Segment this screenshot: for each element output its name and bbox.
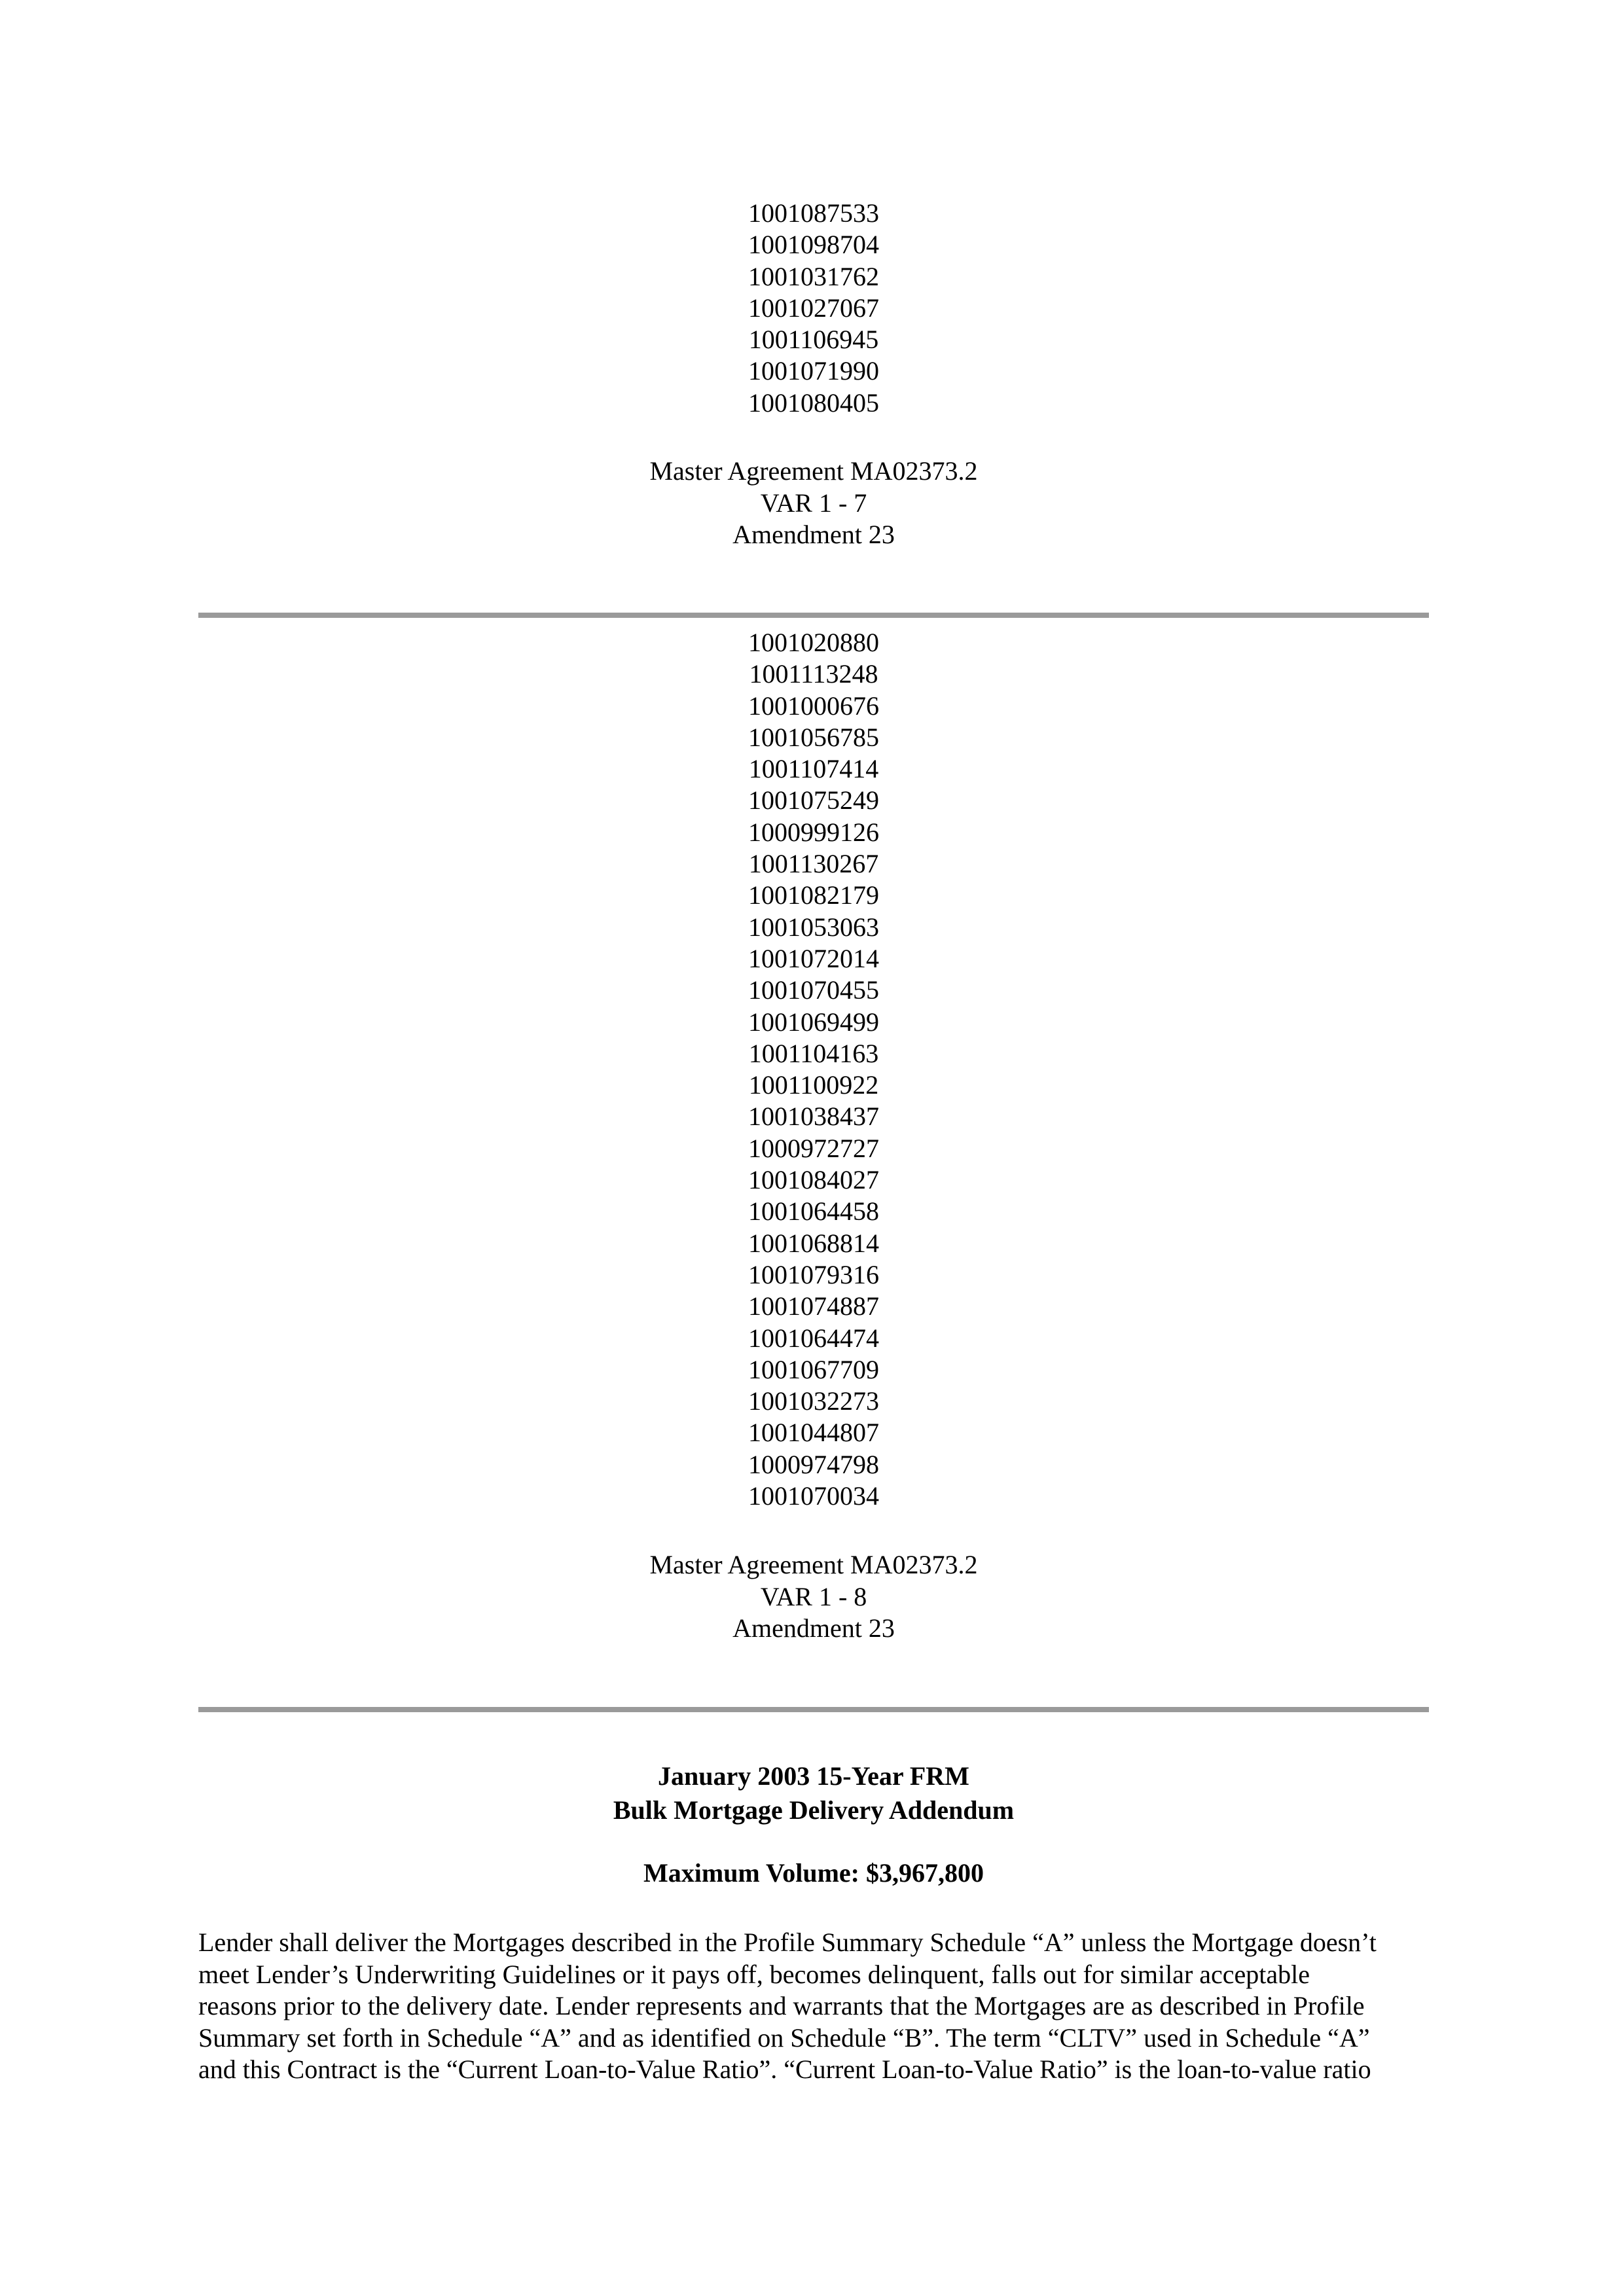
loan-number: 1000999126 bbox=[748, 817, 879, 847]
loan-number: 1001113248 bbox=[749, 659, 878, 689]
loan-number: 1001074887 bbox=[748, 1291, 879, 1321]
loan-number: 1001100922 bbox=[748, 1070, 879, 1100]
page-divider-1 bbox=[198, 613, 1429, 618]
loan-number: 1001079316 bbox=[748, 1259, 879, 1289]
page-footer-1 bbox=[198, 456, 1429, 551]
page-footer-2 bbox=[198, 1549, 1429, 1645]
loan-number: 1001068814 bbox=[748, 1228, 879, 1258]
loan-number: 1001000676 bbox=[748, 691, 879, 721]
footer-agreement: Master Agreement MA02373.2 bbox=[649, 456, 978, 486]
loan-number: 1001070034 bbox=[748, 1481, 879, 1511]
loan-number: 1001071990 bbox=[748, 356, 879, 386]
loan-number: 1001098704 bbox=[748, 230, 879, 260]
paragraph-line: and this Contract is the “Current Loan-to-Value Ratio”. “Current Loan-to-Value Ratio” is the loan-to-value ratio bbox=[198, 2054, 1371, 2084]
loan-number: 1001104163 bbox=[748, 1038, 879, 1068]
loan-number: 1001031762 bbox=[748, 261, 879, 291]
footer-amendment: Amendment 23 bbox=[732, 520, 895, 549]
loan-number: 1001087533 bbox=[748, 198, 879, 228]
loan-number: 1001106945 bbox=[748, 325, 879, 355]
loan-number: 1001130267 bbox=[748, 849, 879, 879]
footer-var: VAR 1 - 7 bbox=[760, 488, 867, 518]
loan-number: 1001069499 bbox=[748, 1007, 879, 1037]
loan-number: 1001084027 bbox=[748, 1165, 879, 1195]
footer-amendment: Amendment 23 bbox=[732, 1613, 895, 1643]
loan-number: 1001070455 bbox=[748, 975, 879, 1005]
loan-number: 1001027067 bbox=[748, 293, 879, 323]
loan-number: 1001080405 bbox=[748, 387, 879, 418]
loan-number-list-1 bbox=[198, 198, 1429, 419]
loan-number: 1001107414 bbox=[748, 754, 879, 784]
paragraph-line: reasons prior to the delivery date. Lender represents and warrants that the Mortgages are as described in Profile bbox=[198, 1991, 1365, 2020]
loan-number: 1000972727 bbox=[748, 1133, 879, 1163]
loan-number: 1001020880 bbox=[748, 628, 879, 657]
addendum-title-line-2: Bulk Mortgage Delivery Addendum bbox=[613, 1795, 1015, 1825]
page-divider-2 bbox=[198, 1707, 1429, 1712]
loan-number: 1001072014 bbox=[748, 943, 879, 973]
paragraph-line: meet Lender’s Underwriting Guidelines or it pays off, becomes delinquent, falls out for similar acceptable bbox=[198, 1959, 1310, 1989]
loan-number: 1001032273 bbox=[748, 1386, 879, 1416]
loan-number: 1000974798 bbox=[748, 1449, 879, 1479]
loan-number: 1001082179 bbox=[748, 880, 879, 910]
addendum-paragraph bbox=[198, 1927, 1442, 2086]
loan-number: 1001044807 bbox=[748, 1418, 879, 1448]
footer-agreement: Master Agreement MA02373.2 bbox=[649, 1550, 978, 1579]
paragraph-line: Summary set forth in Schedule “A” and as identified on Schedule “B”. The term “CLTV” used in Schedule “A” bbox=[198, 2022, 1370, 2053]
maximum-volume: Maximum Volume: $3,967,800 bbox=[643, 1858, 984, 1888]
loan-number-list-2 bbox=[198, 627, 1429, 1512]
addendum-title-line-1: January 2003 15-Year FRM bbox=[658, 1761, 969, 1791]
addendum-title bbox=[198, 1759, 1429, 1827]
loan-number: 1001038437 bbox=[748, 1102, 879, 1132]
loan-number: 1001067709 bbox=[748, 1354, 879, 1384]
loan-number: 1001064458 bbox=[748, 1196, 879, 1227]
paragraph-line: Lender shall deliver the Mortgages described in the Profile Summary Schedule “A” unless the Mortgage doesn’t bbox=[198, 1928, 1377, 1957]
loan-number: 1001053063 bbox=[748, 912, 879, 942]
loan-number: 1001056785 bbox=[748, 722, 879, 752]
loan-number: 1001064474 bbox=[748, 1323, 879, 1353]
footer-var: VAR 1 - 8 bbox=[760, 1581, 867, 1611]
loan-number: 1001075249 bbox=[748, 785, 879, 816]
